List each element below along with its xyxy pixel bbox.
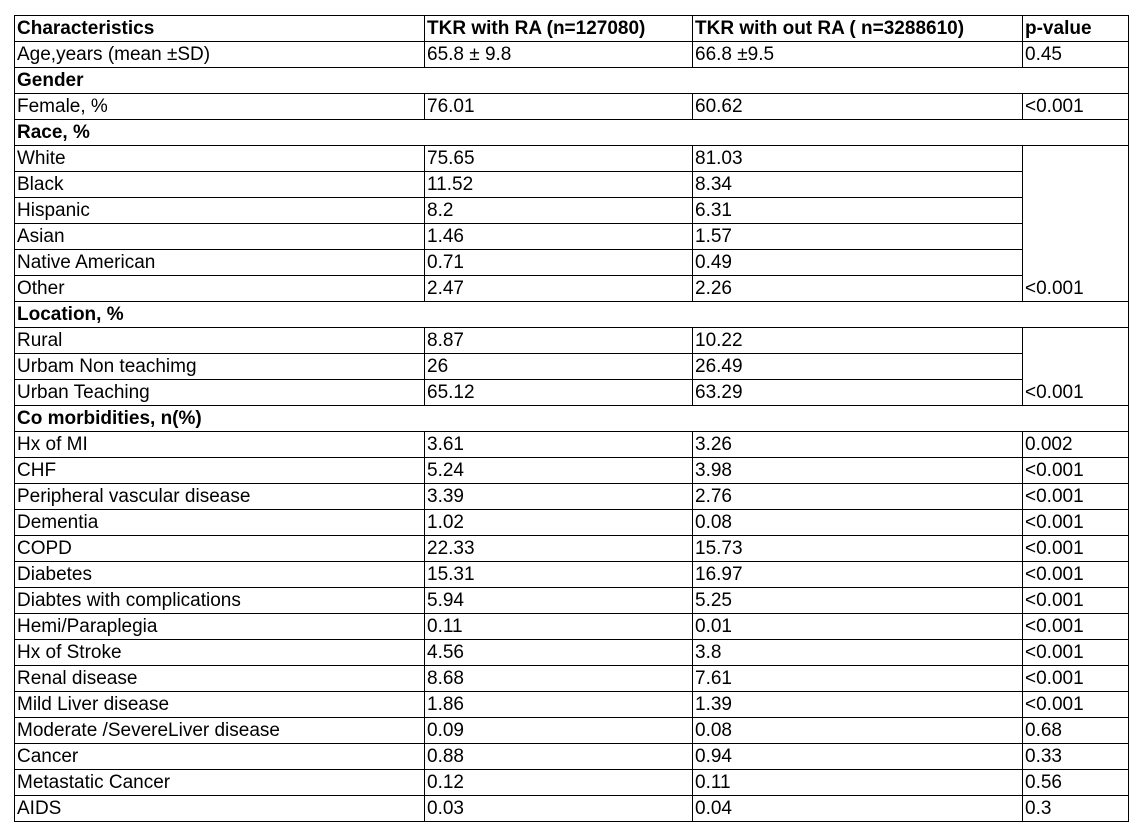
section-row-race (15, 120, 1129, 146)
p-value: 0.56 (1023, 770, 1129, 796)
table-row (15, 692, 1129, 718)
table-row (15, 770, 1129, 796)
non-ra-value: 8.34 (693, 172, 1023, 198)
non-ra-value: 16.97 (693, 562, 1023, 588)
ra-value: 76.01 (425, 94, 693, 120)
row-label: Renal disease (15, 666, 425, 692)
non-ra-value: 0.04 (693, 796, 1023, 822)
ra-value: 22.33 (425, 536, 693, 562)
non-ra-value: 7.61 (693, 666, 1023, 692)
p-value: 0.002 (1023, 432, 1129, 458)
ra-value: 0.71 (425, 250, 693, 276)
non-ra-value: 3.98 (693, 458, 1023, 484)
ra-value: 8.87 (425, 328, 693, 354)
non-ra-value: 1.57 (693, 224, 1023, 250)
ra-value: 0.03 (425, 796, 693, 822)
table-row (15, 666, 1129, 692)
table-row (15, 744, 1129, 770)
header-characteristics: Characteristics (15, 16, 425, 42)
row-label: Urban Teaching (15, 380, 425, 406)
row-label: CHF (15, 458, 425, 484)
ra-value: 11.52 (425, 172, 693, 198)
ra-value: 4.56 (425, 640, 693, 666)
non-ra-value: 5.25 (693, 588, 1023, 614)
row-label: Hispanic (15, 198, 425, 224)
table-row (15, 458, 1129, 484)
table-row (15, 640, 1129, 666)
p-value: <0.001 (1023, 588, 1129, 614)
ra-value: 8.68 (425, 666, 693, 692)
non-ra-value: 81.03 (693, 146, 1023, 172)
table-row (15, 796, 1129, 822)
non-ra-value: 2.76 (693, 484, 1023, 510)
table-row (15, 328, 1129, 354)
ra-value: 26 (425, 354, 693, 380)
header-row (15, 16, 1129, 42)
row-label: Cancer (15, 744, 425, 770)
ra-value: 0.88 (425, 744, 693, 770)
row-label: Hx of Stroke (15, 640, 425, 666)
row-label: Diabetes (15, 562, 425, 588)
p-value: <0.001 (1023, 666, 1129, 692)
p-value: 0.33 (1023, 744, 1129, 770)
ra-value: 0.12 (425, 770, 693, 796)
non-ra-value: 0.01 (693, 614, 1023, 640)
row-label: Other (15, 276, 425, 302)
p-value: <0.001 (1023, 510, 1129, 536)
table-row (15, 562, 1129, 588)
header-tkr-with-ra: TKR with RA (n=127080) (425, 16, 693, 42)
table-row (15, 536, 1129, 562)
p-value: <0.001 (1023, 614, 1129, 640)
section-title: Race, % (15, 120, 1129, 146)
non-ra-value: 2.26 (693, 276, 1023, 302)
row-label: Dementia (15, 510, 425, 536)
row-label: Metastatic Cancer (15, 770, 425, 796)
characteristics-table (14, 15, 1129, 822)
row-label: Native American (15, 250, 425, 276)
row-label: Urbam Non teachimg (15, 354, 425, 380)
table-row (15, 146, 1129, 172)
p-value: <0.001 (1023, 94, 1129, 120)
table-row (15, 354, 1129, 380)
non-ra-value: 3.26 (693, 432, 1023, 458)
table-row (15, 588, 1129, 614)
p-value: <0.001 (1023, 484, 1129, 510)
section-title: Gender (15, 68, 1129, 94)
non-ra-value: 0.49 (693, 250, 1023, 276)
section-row-gender (15, 68, 1129, 94)
ra-value: 65.8 ± 9.8 (425, 42, 693, 68)
table-row (15, 94, 1129, 120)
p-value: <0.001 (1023, 640, 1129, 666)
p-value: <0.001 (1023, 146, 1129, 302)
table-row (15, 380, 1129, 406)
non-ra-value: 60.62 (693, 94, 1023, 120)
comorbidity-rows (15, 432, 1129, 822)
section-title: Co morbidities, n(%) (15, 406, 1129, 432)
non-ra-value: 26.49 (693, 354, 1023, 380)
row-label: Asian (15, 224, 425, 250)
ra-value: 1.02 (425, 510, 693, 536)
ra-value: 1.46 (425, 224, 693, 250)
non-ra-value: 0.08 (693, 718, 1023, 744)
row-label: Mild Liver disease (15, 692, 425, 718)
p-value: <0.001 (1023, 536, 1129, 562)
ra-value: 0.09 (425, 718, 693, 744)
table-row (15, 718, 1129, 744)
row-label: Black (15, 172, 425, 198)
non-ra-value: 15.73 (693, 536, 1023, 562)
ra-value: 8.2 (425, 198, 693, 224)
ra-value: 5.24 (425, 458, 693, 484)
non-ra-value: 0.08 (693, 510, 1023, 536)
table-row (15, 510, 1129, 536)
p-value: 0.3 (1023, 796, 1129, 822)
non-ra-value: 3.8 (693, 640, 1023, 666)
ra-value: 2.47 (425, 276, 693, 302)
table-row (15, 484, 1129, 510)
table-row-age (15, 42, 1129, 68)
row-label: Moderate /SevereLiver disease (15, 718, 425, 744)
p-value: 0.68 (1023, 718, 1129, 744)
ra-value: 65.12 (425, 380, 693, 406)
table-row (15, 198, 1129, 224)
ra-value: 5.94 (425, 588, 693, 614)
non-ra-value: 10.22 (693, 328, 1023, 354)
table-row (15, 250, 1129, 276)
header-p-value: p-value (1023, 16, 1129, 42)
header-tkr-without-ra: TKR with out RA ( n=3288610) (693, 16, 1023, 42)
row-label: Hx of MI (15, 432, 425, 458)
section-row-comorbidities (15, 406, 1129, 432)
non-ra-value: 63.29 (693, 380, 1023, 406)
section-title: Location, % (15, 302, 1129, 328)
ra-value: 3.39 (425, 484, 693, 510)
table-row (15, 276, 1129, 302)
row-label: Female, % (15, 94, 425, 120)
non-ra-value: 66.8 ±9.5 (693, 42, 1023, 68)
ra-value: 0.11 (425, 614, 693, 640)
row-label: Diabtes with complications (15, 588, 425, 614)
p-value: <0.001 (1023, 562, 1129, 588)
row-label: Peripheral vascular disease (15, 484, 425, 510)
table-row (15, 172, 1129, 198)
p-value: <0.001 (1023, 458, 1129, 484)
p-value: 0.45 (1023, 42, 1129, 68)
row-label: COPD (15, 536, 425, 562)
ra-value: 75.65 (425, 146, 693, 172)
non-ra-value: 6.31 (693, 198, 1023, 224)
row-label: Hemi/Paraplegia (15, 614, 425, 640)
table-row (15, 432, 1129, 458)
ra-value: 15.31 (425, 562, 693, 588)
row-label: AIDS (15, 796, 425, 822)
non-ra-value: 0.11 (693, 770, 1023, 796)
row-label: Age,years (mean ±SD) (15, 42, 425, 68)
row-label: White (15, 146, 425, 172)
p-value: <0.001 (1023, 328, 1129, 406)
section-row-location (15, 302, 1129, 328)
p-value: <0.001 (1023, 692, 1129, 718)
non-ra-value: 1.39 (693, 692, 1023, 718)
row-label: Rural (15, 328, 425, 354)
non-ra-value: 0.94 (693, 744, 1023, 770)
ra-value: 1.86 (425, 692, 693, 718)
table-row (15, 614, 1129, 640)
table-row (15, 224, 1129, 250)
ra-value: 3.61 (425, 432, 693, 458)
